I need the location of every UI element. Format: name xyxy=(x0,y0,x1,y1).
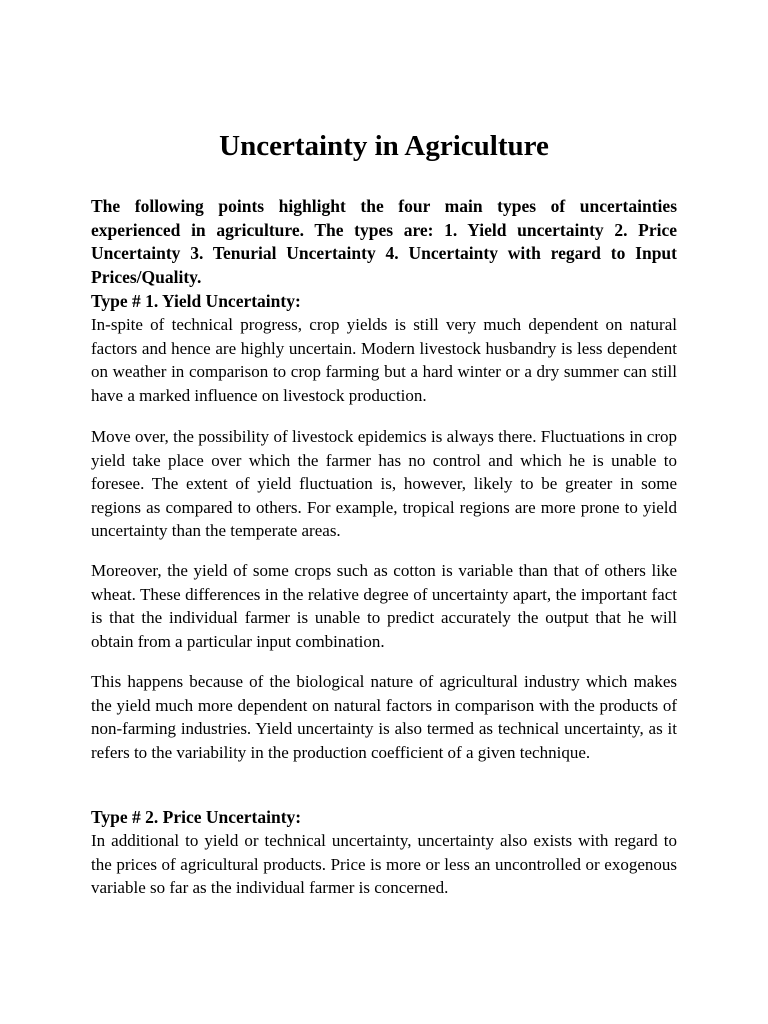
body-paragraph: Move over, the possibility of livestock epidemics is always there. Fluctuations in crop yield take place over which the farmer has no control and which he is unable to foresee. The extent of yield fluctuation is, however, likely to be greater in some regions as compared to others. For example, tropical regions are more prone to yield uncertainty than the temperate areas. xyxy=(91,427,677,540)
body-paragraph: In-spite of technical progress, crop yields is still very much dependent on natural factors and hence are highly uncertain. Modern livestock husbandry is less dependent on weather in comparison to crop farming but a hard winter or a dry summer can still have a marked influence on livestock production. xyxy=(91,315,677,405)
section-price-uncertainty xyxy=(91,806,677,829)
section-yield-uncertainty xyxy=(91,290,677,313)
body-paragraph: Moreover, the yield of some crops such as cotton is variable than that of others like wheat. These differences in the relative degree of uncertainty apart, the important fact is that the individual farmer is unable to predict accurately the output that he will obtain from a particular input combination. xyxy=(91,561,677,651)
paragraph-block xyxy=(91,829,677,900)
body-paragraph: This happens because of the biological nature of agricultural industry which makes the yield much more dependent on natural factors in comparison with the products of non-farming industries. Yield uncertainty is also termed as technical uncertainty, as it refers to the variability in the production coefficient of a given technique. xyxy=(91,672,677,762)
paragraph-block xyxy=(91,670,677,764)
body-paragraph: In additional to yield or technical uncertainty, uncertainty also exists with regard to the prices of agricultural products. Price is more or less an uncontrolled or exogenous variable so far as the individual farmer is concerned. xyxy=(91,831,677,897)
intro-paragraph: The following points highlight the four main types of uncertainties experienced in agriculture. The types are: 1. Yield uncertainty 2. Price Uncertainty 3. Tenurial Uncertainty 4. Uncertainty with regard to Input Prices/Quality. xyxy=(91,196,677,287)
paragraph-block xyxy=(91,559,677,653)
page-title: Uncertainty in Agriculture xyxy=(219,130,549,162)
paragraph-block xyxy=(91,425,677,543)
section-heading: Type # 1. Yield Uncertainty: xyxy=(91,291,301,311)
paragraph-block xyxy=(91,313,677,407)
section-heading: Type # 2. Price Uncertainty: xyxy=(91,807,302,827)
